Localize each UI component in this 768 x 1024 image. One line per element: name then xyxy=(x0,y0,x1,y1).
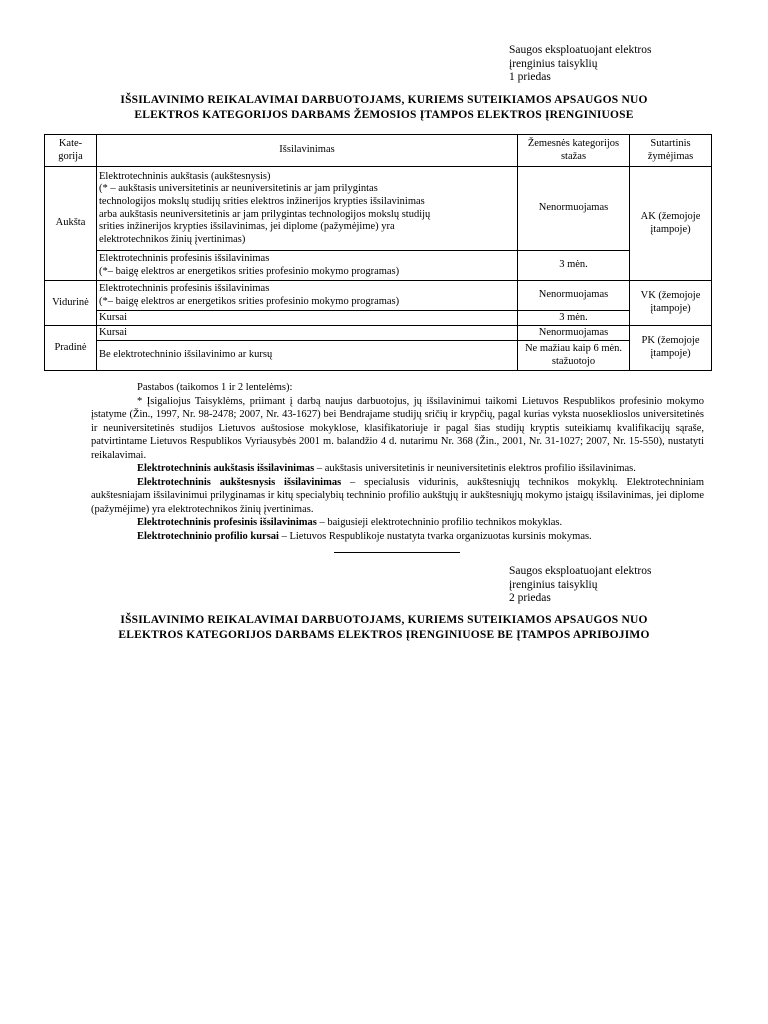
annex1-title-line-1: IŠSILAVINIMO REIKALAVIMAI DARBUOTOJAMS, KURIEMS SUTEIKIAMOS APSAUGOS NUO xyxy=(120,94,648,106)
education-line: arba aukštasis neuniversitetinis ar jam prilygintas technologijos mokslų studijų xyxy=(99,208,431,220)
definition xyxy=(91,516,704,530)
education-cell: Kursai xyxy=(97,326,518,341)
education-cell: Kursai xyxy=(97,311,518,326)
education-line: Elektrotechninis aukštasis (aukštesnysis) xyxy=(99,170,271,182)
designation-cell: PK (žemojoje įtampoje) xyxy=(630,326,712,371)
experience-cell: 3 mėn. xyxy=(518,251,630,281)
table-row xyxy=(45,167,712,251)
experience-cell: Nenormuojamas xyxy=(518,167,630,251)
annex2-title-line-1: IŠSILAVINIMO REIKALAVIMAI DARBUOTOJAMS, KURIEMS SUTEIKIAMOS APSAUGOS NUO xyxy=(120,614,648,626)
education-line: Elektrotechninis profesinis išsilavinimas xyxy=(99,282,270,294)
header-category: Kate-gorija xyxy=(45,135,97,167)
annex1-header-line-1: Saugos eksploatuojant elektros xyxy=(509,44,652,56)
annex2-title xyxy=(0,613,768,642)
education-cell xyxy=(97,281,518,311)
definition xyxy=(91,476,704,517)
table-header-row xyxy=(45,135,712,167)
table-row xyxy=(45,281,712,311)
education-cell xyxy=(97,167,518,251)
category-cell: Vidurinė xyxy=(45,281,97,326)
annex2-header-line-3: 2 priedas xyxy=(509,592,551,604)
education-cell: Be elektrotechninio išsilavinimo ar kursų xyxy=(97,341,518,371)
education-line: (* – aukštasis universitetinis ar neuniversitetinis ar jam prilygintas xyxy=(99,183,378,195)
annex1-header-line-2: įrenginius taisyklių xyxy=(509,57,598,70)
header-education: Išsilavinimas xyxy=(97,135,518,167)
education-requirements-table xyxy=(44,134,712,371)
definition-term: Elektrotechninis aukštesnysis išsilavinimas xyxy=(137,476,342,488)
education-line: elektrotechnikos žinių įvertinimas) xyxy=(99,233,246,245)
annex1-header-line-3: 1 priedas xyxy=(509,71,551,83)
education-line: srities inžinerijos krypties išsilavinimas, jei diplome (pažymėjime) yra xyxy=(99,221,395,233)
experience-cell: 3 mėn. xyxy=(518,311,630,326)
table-viewport xyxy=(0,0,768,372)
education-line: (*– baigę elektros ar energetikos srities profesinio mokymo programas) xyxy=(99,295,400,307)
definition xyxy=(91,462,704,476)
definition-text: – Lietuvos Respublikoje nustatyta tvarka organizuotas kursinis mokymas. xyxy=(278,530,592,542)
experience-cell: Nenormuojamas xyxy=(518,281,630,311)
experience-cell: Ne mažiau kaip 6 mėn. stažuotojo xyxy=(518,341,630,371)
definition-text: – baigusieji elektrotechninio profilio technikos mokyklas. xyxy=(316,517,563,528)
table-row xyxy=(45,251,712,281)
notes-paragraph: * Įsigaliojus Taisyklėms, priimant į darbą naujus darbuotojus, jų išsilavinimui taikomi Lietuvos Respublikos profesinio mokymo įstatyme (Žin., 1997, Nr. 98-2478; 2007, Nr. 43-1627) bei Bendrajame studijų sričių ir krypčių, pagal kurias vyksta nuoseklioslos universitetinės ir neuniversitetinės studijos Lietuvos auštosiose mokyklose, klasifikatoriuje ir pagal šias studijų kryptis suteikiamų kvalifikacijų sąraše, patvirtintame Lietuvos Respublikos Vyriausybės 2001 m. balandžio 4 d. nutarimu Nr. 368 (Žin., 2001, Nr. 31-1027; 2007, Nr. 15-550), nustatyti reikalavimai. xyxy=(91,395,704,461)
designation-cell: AK (žemojoje įtampoje) xyxy=(630,167,712,281)
notes-intro: Pastabos (taikomos 1 ir 2 lentelėms): xyxy=(137,382,293,393)
definition-term: Elektrotechninio profilio kursai xyxy=(137,530,279,542)
table-row xyxy=(45,311,712,326)
annex2-header xyxy=(509,565,651,606)
education-line: (*– baigę elektros ar energetikos srities profesinio mokymo programas) xyxy=(99,265,400,277)
definition-term: Elektrotechninis aukštasis išsilavinimas xyxy=(137,463,315,474)
header-designation: Sutartinis žymėjimas xyxy=(630,135,712,167)
table-row xyxy=(45,341,712,371)
definition xyxy=(91,530,704,544)
notes-block xyxy=(91,381,704,543)
header-experience: Žemesnės kategorijos stažas xyxy=(518,135,630,167)
category-cell: Aukšta xyxy=(45,167,97,281)
definition-text: – aukštasis universitetinis ir neuniversitetinis elektros profilio išsilavinimas. xyxy=(314,463,636,474)
definition-term: Elektrotechninis profesinis išsilavinimas xyxy=(137,517,317,528)
annex1-title-line-2: ELEKTROS KATEGORIJOS DARBAMS ŽEMOSIOS ĮTAMPOS ELEKTROS ĮRENGINIUOSE xyxy=(134,108,634,121)
definition-text: – specialusis vidurinis, aukštesniųjų technikos mokyklų. Elektrotechniniam aukštesniajam išsilavinimui prilyginamas ir kitų specialybių techninio profilio aukštųjų ir aukštesniųjų mokymo įstaigų išsilavinimas, jei diplome (pažymėjime) yra elektrotechnikos žinių įvertinimas. xyxy=(91,476,704,515)
annex2-header-line-1: Saugos eksploatuojant elektros xyxy=(509,565,652,577)
annex2-header-line-2: įrenginius taisyklių xyxy=(509,578,598,591)
experience-cell: Nenormuojamas xyxy=(518,326,630,341)
category-cell: Pradinė xyxy=(45,326,97,371)
education-line: Elektrotechninis profesinis išsilavinimas xyxy=(99,252,270,264)
designation-cell: VK (žemojoje įtampoje) xyxy=(630,281,712,326)
section-divider xyxy=(334,552,460,553)
education-cell xyxy=(97,251,518,281)
table-row xyxy=(45,326,712,341)
education-line: technologijos mokslų studijų srities elektros inžinerijos krypties išsilavinimas xyxy=(99,195,425,207)
annex2-title-line-2: ELEKTROS KATEGORIJOS DARBAMS ELEKTROS ĮRENGINIUOSE BE ĮTAMPOS APRIBOJIMO xyxy=(118,628,650,641)
